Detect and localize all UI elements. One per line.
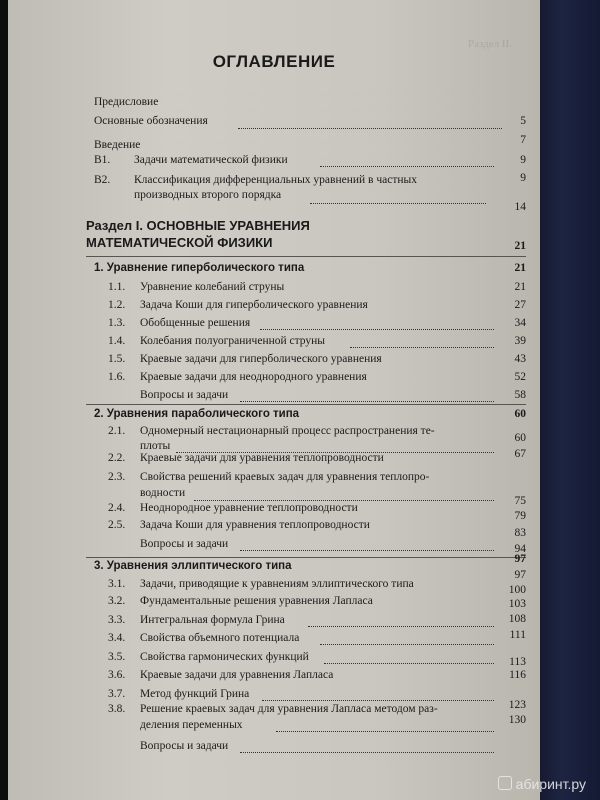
dot-leader [240,401,494,402]
page-number: 97 [514,553,526,565]
watermark [498,776,586,792]
toc-item-title: Задачи, приводящие к уравнениям эллиптического типа [140,578,414,590]
page-number: 130 [508,714,526,726]
page-number: 58 [514,389,526,401]
toc-item-number: 1.2. [108,299,126,311]
toc-introduction: Введение [94,139,141,151]
bleed-through-text: Раздел II. [468,38,512,50]
page-number: 103 [508,598,526,610]
toc-item-number: 1.6. [108,371,126,383]
toc-item-title: Метод функций Грина [140,688,250,700]
toc-item-title: Неоднородное уравнение теплопроводности [140,502,358,514]
watermark-text: абиринт.ру [515,776,586,792]
page-number: 14 [514,201,526,213]
dot-leader [350,347,494,348]
page-number: 67 [514,448,526,460]
page-number: 97 [514,569,526,581]
toc-item-title: Фундаментальные решения уравнения Лапласа [140,595,373,607]
toc-item-title: Решение краевых задач для уравнения Лапласа методом раз- [140,703,438,715]
toc-item-number: 3.4. [108,632,126,644]
page-number: 116 [509,669,526,681]
page-number: 75 [514,495,526,507]
dot-leader [310,203,486,204]
page-number: 34 [514,317,526,329]
page-number: 60 [514,408,526,420]
dot-leader [308,626,494,627]
toc-item-number: 1.1. [108,281,126,293]
toc-item-title: Задачи математической физики [134,154,288,166]
toc-item-number: 2.5. [108,519,126,531]
toc-item-number: 3.5. [108,651,126,663]
page-number: 5 [520,115,526,127]
toc-item-title: Краевые задачи для уравнения Лапласа [140,669,334,681]
toc-item-title: Свойства гармонических функций [140,651,309,663]
toc-item-title: Уравнение колебаний струны [140,281,285,293]
page-number: 7 [520,134,526,146]
page-number: 94 [514,543,526,555]
toc-item-title: Краевые задачи для неоднородного уравнения [140,371,367,383]
dot-leader [320,644,494,645]
page-number: 79 [514,510,526,522]
toc-item-title-continued: плоты [140,440,171,452]
toc-item-title: Задача Коши для уравнения теплопроводности [140,519,370,531]
dot-leader [262,700,494,701]
page-number: 43 [514,353,526,365]
toc-item-title: Классификация дифференциальных уравнений в частных [134,174,418,186]
toc-item-title: Интегральная формула Грина [140,614,285,626]
toc-item-number: 3.3. [108,614,126,626]
toc-item-title: Краевые задачи для гиперболического уравнения [140,353,382,365]
page-number: 123 [508,699,526,711]
page-number: 108 [508,613,526,625]
page-number: 111 [509,629,526,641]
toc-preface: Предисловие [94,96,159,108]
toc-item-number: 2.1. [108,425,126,437]
page-number: 9 [520,154,526,166]
toc-item-title: Свойства объемного потенциала [140,632,300,644]
toc-item-number: 3.7. [108,688,126,700]
page-number: 9 [520,172,526,184]
dot-leader [320,166,494,167]
page-number: 21 [514,262,526,274]
dot-leader [238,128,502,129]
page-title: ОГЛАВЛЕНИЕ [212,52,336,71]
toc-item-title-continued: водности [140,487,186,499]
chapter-1-title: 1. Уравнение гиперболического типа [94,262,305,274]
chapter-rule [86,404,526,405]
toc-item-title: Свойства решений краевых задач для уравнения теплопро- [140,471,430,483]
section-heading-line1: Раздел I. ОСНОВНЫЕ УРАВНЕНИЯ [86,218,310,233]
book-cover-edge [535,0,600,800]
page-number: 21 [514,240,526,252]
toc-questions: Вопросы и задачи [140,538,229,550]
toc-notation: Основные обозначения [94,115,208,127]
book-page [8,0,540,800]
section-rule [86,256,526,257]
toc-item-number: 1.5. [108,353,126,365]
page-number: 39 [514,335,526,347]
dot-leader [324,663,494,664]
toc-questions: Вопросы и задачи [140,389,229,401]
toc-item-number: 3.6. [108,669,126,681]
page-number: 60 [514,432,526,444]
toc-item-title: Краевые задачи для уравнения теплопроводности [140,452,384,464]
dot-leader [276,731,494,732]
dot-leader [240,550,494,551]
page-number: 52 [514,371,526,383]
toc-item-number: 2.2. [108,452,126,464]
dot-leader [260,329,494,330]
toc-item-number: 2.4. [108,502,126,514]
labirint-logo-icon [498,776,512,790]
chapter-2-title: 2. Уравнения параболического типа [94,408,300,420]
page-number: 27 [514,299,526,311]
toc-item-number: 3.2. [108,595,126,607]
section-heading-line2: МАТЕМАТИЧЕСКОЙ ФИЗИКИ [86,235,273,250]
page-number: 21 [514,281,526,293]
toc-item-title: Обобщенные решения [140,317,251,329]
toc-item-number: 3.8. [108,703,126,715]
chapter-rule [86,557,526,558]
toc-item-number: В1. [94,154,111,166]
toc-item-title-continued: деления переменных [140,719,243,731]
toc-item-number: 3.1. [108,578,126,590]
toc-item-number: В2. [94,174,111,186]
toc-questions: Вопросы и задачи [140,740,229,752]
toc-item-number: 1.4. [108,335,126,347]
dot-leader [194,500,494,501]
dot-leader [240,752,494,753]
toc-item-title: Одномерный нестационарный процесс распространения те- [140,425,435,437]
page-number: 113 [509,656,526,668]
toc-item-title: Колебания полуограниченной струны [140,335,326,347]
page-number: 83 [514,527,526,539]
chapter-3-title: 3. Уравнения эллиптического типа [94,560,292,572]
page-number: 100 [508,584,526,596]
toc-item-title-continued: производных второго порядка [134,189,282,201]
toc-item-number: 1.3. [108,317,126,329]
toc-item-title: Задача Коши для гиперболического уравнения [140,299,368,311]
toc-item-number: 2.3. [108,471,126,483]
